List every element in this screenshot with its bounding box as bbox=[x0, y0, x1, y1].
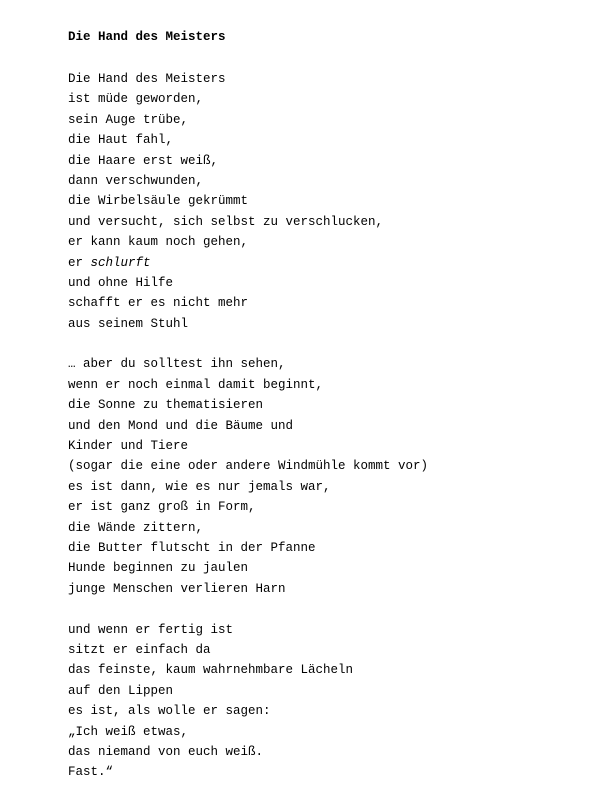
poem-line: Fast.“ bbox=[68, 765, 114, 780]
poem-line: (sogar die eine oder andere Windmühle kommt vor) bbox=[68, 459, 429, 474]
poem-line: ist müde geworden, bbox=[68, 92, 204, 107]
poem-line: die Haut fahl, bbox=[68, 133, 174, 148]
poem-page bbox=[68, 29, 568, 803]
poem-line: es ist dann, wie es nur jemals war, bbox=[68, 479, 331, 494]
poem-line: „Ich weiß etwas, bbox=[68, 724, 189, 739]
poem-line: Kinder und Tiere bbox=[68, 439, 189, 454]
poem-line: junge Menschen verlieren Harn bbox=[68, 581, 286, 596]
poem-line: sein Auge trübe, bbox=[68, 112, 189, 127]
poem-line: aus seinem Stuhl bbox=[68, 316, 189, 331]
poem-line: die Wirbelsäule gekrümmt bbox=[68, 194, 249, 209]
poem-line: es ist, als wolle er sagen: bbox=[68, 704, 271, 719]
poem-line: das niemand von euch weiß. bbox=[68, 744, 264, 759]
poem-line-prefix: er bbox=[68, 255, 91, 270]
poem-line: und versucht, sich selbst zu verschlucken, bbox=[68, 214, 384, 229]
poem-line: das feinste, kaum wahrnehmbare Lächeln bbox=[68, 663, 354, 678]
poem-line: Die Hand des Meisters bbox=[68, 72, 226, 86]
poem-line: er kann kaum noch gehen, bbox=[68, 235, 249, 250]
poem-line: und den Mond und die Bäume und bbox=[68, 418, 294, 433]
poem-line: die Haare erst weiß, bbox=[68, 153, 219, 168]
poem-line: … aber du solltest ihn sehen, bbox=[68, 357, 286, 372]
poem-body bbox=[68, 69, 568, 783]
poem-title: Die Hand des Meisters bbox=[68, 30, 226, 44]
poem-line: und ohne Hilfe bbox=[68, 275, 174, 290]
poem-line: und wenn er fertig ist bbox=[68, 622, 234, 637]
poem-line: auf den Lippen bbox=[68, 683, 174, 698]
poem-line: die Wände zittern, bbox=[68, 520, 204, 535]
poem-line-emphasis: schlurft bbox=[90, 255, 151, 270]
poem-line: sitzt er einfach da bbox=[68, 642, 211, 657]
poem-line: die Sonne zu thematisieren bbox=[68, 398, 264, 413]
poem-line: er ist ganz groß in Form, bbox=[68, 500, 256, 515]
stanza-3 bbox=[68, 620, 568, 783]
poem-line: wenn er noch einmal damit beginnt, bbox=[68, 377, 324, 392]
poem-line bbox=[68, 253, 568, 273]
stanza-2 bbox=[68, 354, 568, 599]
poem-line: dann verschwunden, bbox=[68, 173, 204, 188]
poem-line: schafft er es nicht mehr bbox=[68, 296, 249, 311]
stanza-1 bbox=[68, 69, 568, 334]
poem-line: Hunde beginnen zu jaulen bbox=[68, 561, 249, 576]
poem-line: die Butter flutscht in der Pfanne bbox=[68, 540, 316, 555]
